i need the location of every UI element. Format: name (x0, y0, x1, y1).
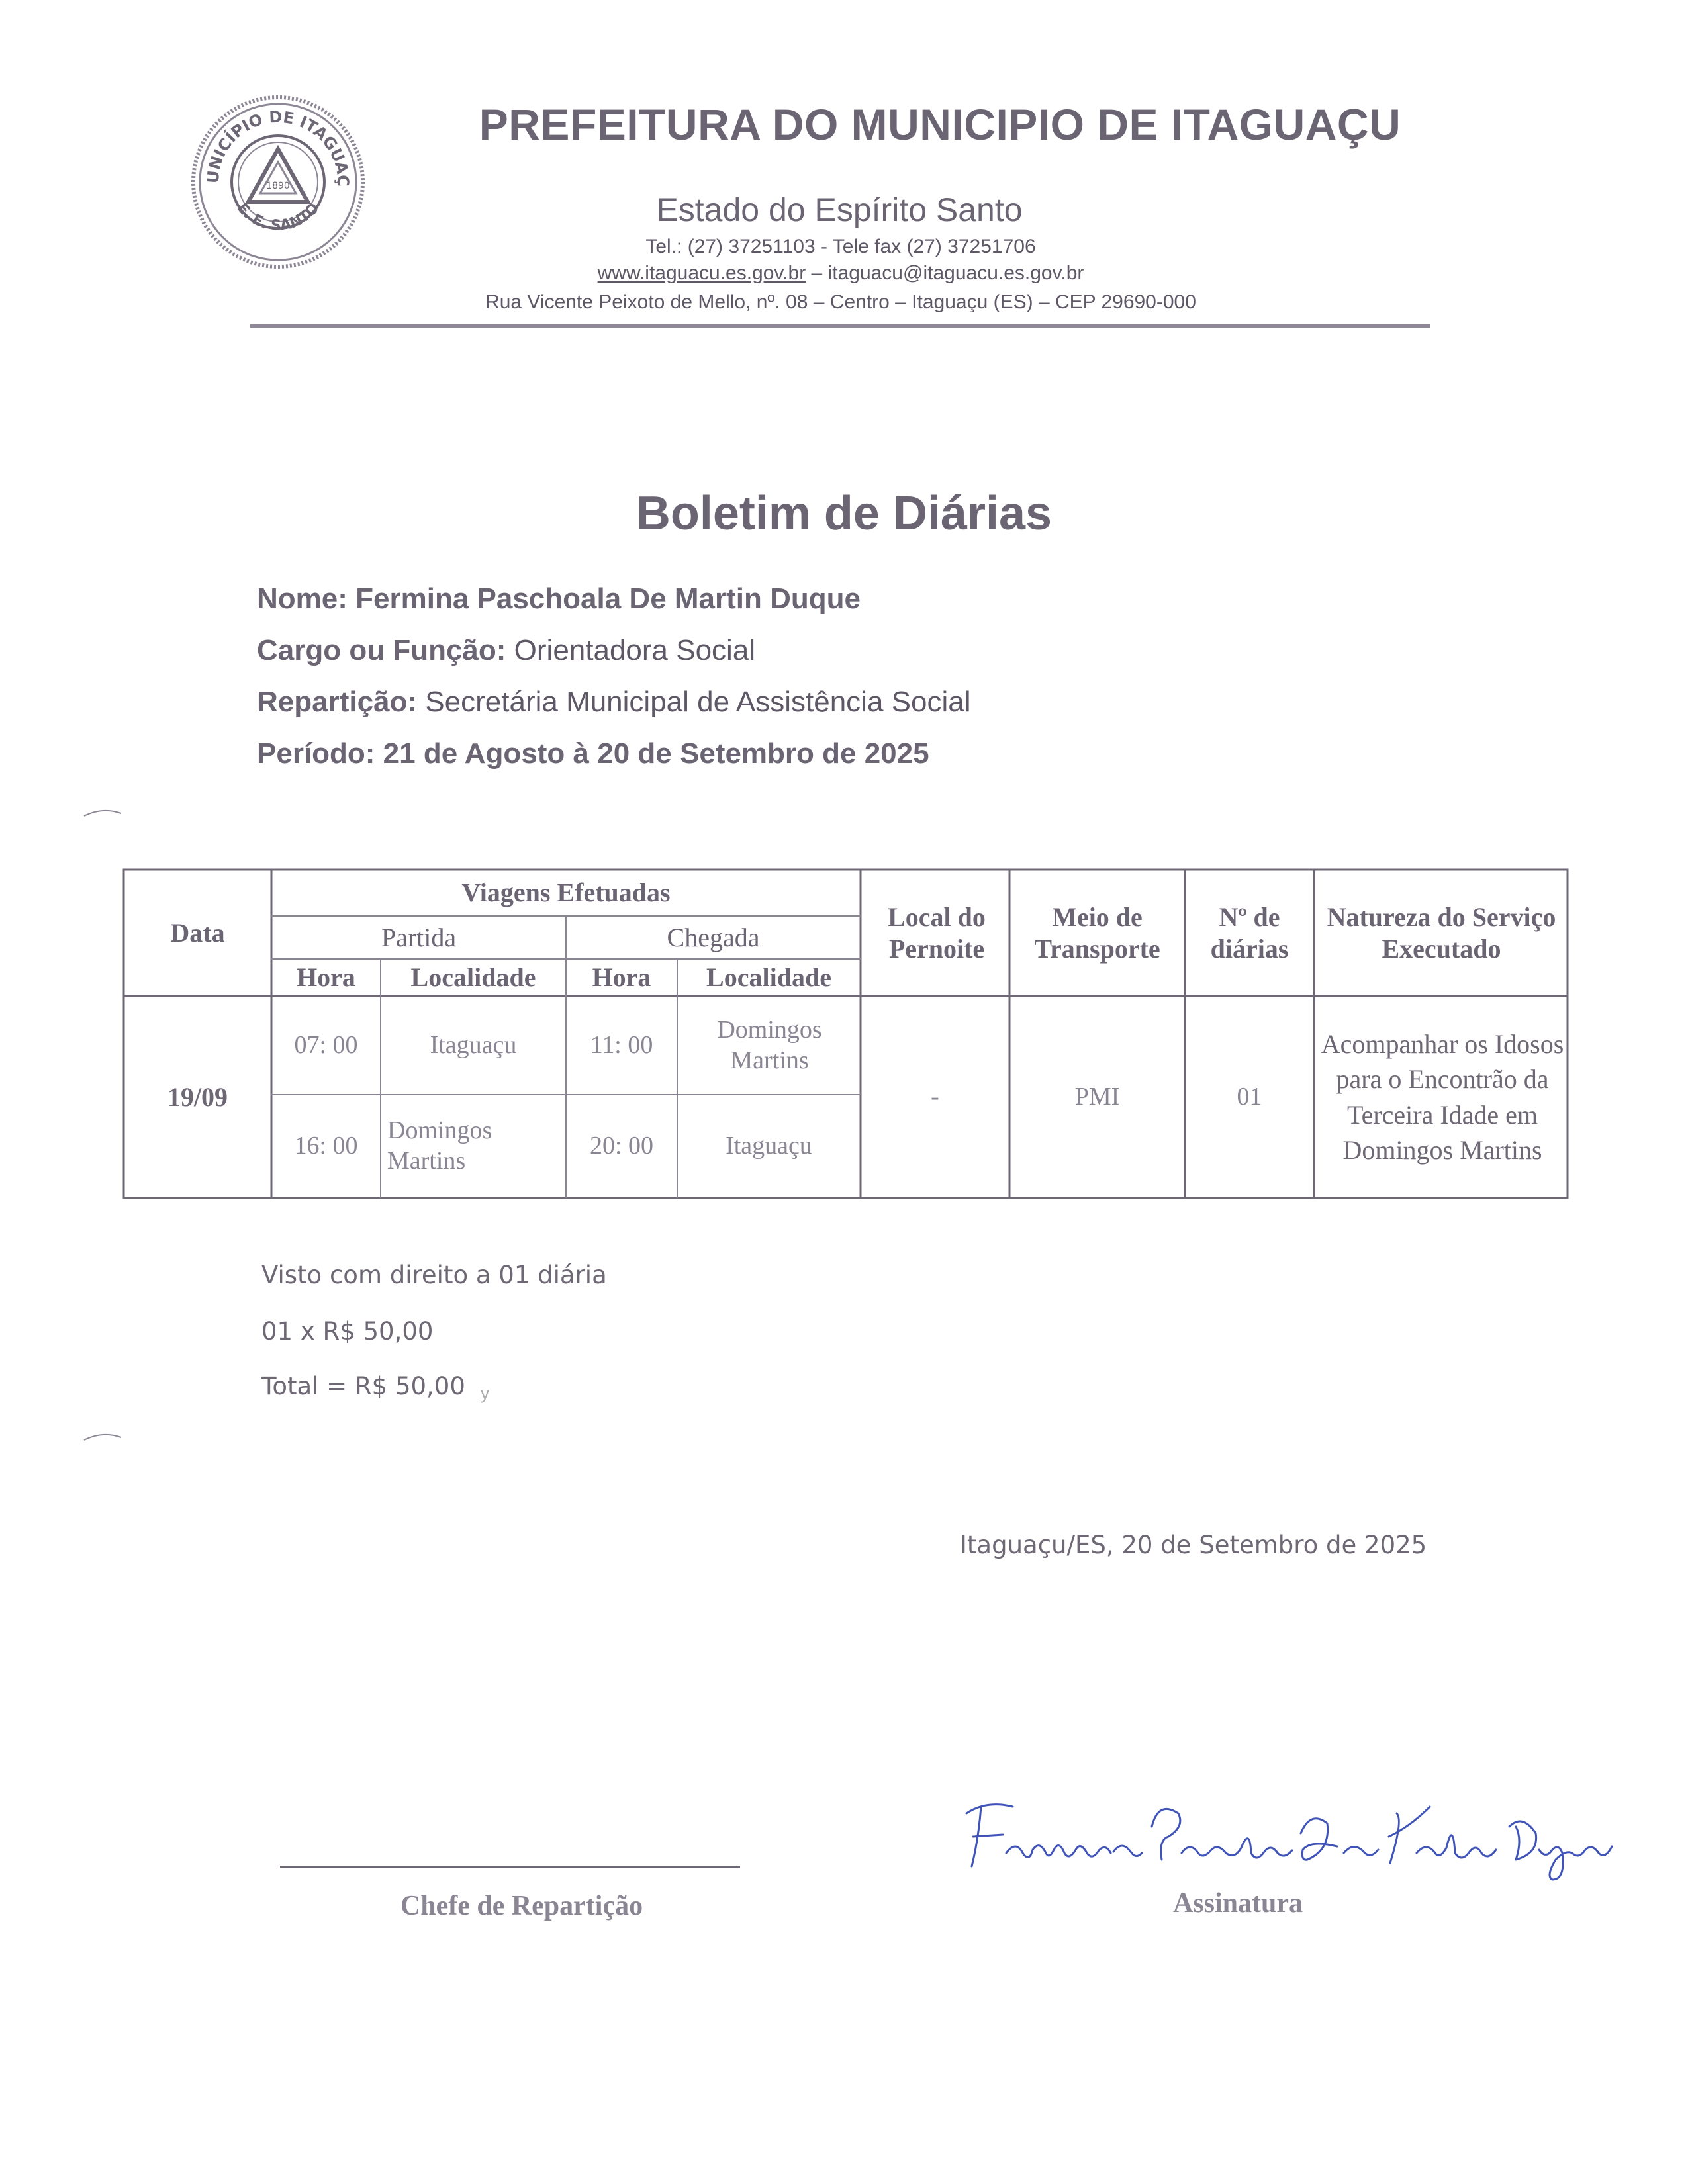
leg1-dep-place: Itaguaçu (430, 1030, 517, 1059)
field-value: Orientadora Social (506, 634, 756, 666)
header-data: Data (170, 917, 225, 948)
assinatura-label: Assinatura (1172, 1888, 1303, 1919)
header-num-diarias: Nº de diárias (1210, 901, 1289, 964)
leg2-arr-time: 20: 00 (589, 1132, 654, 1160)
header-localidade-partida: Localidade (410, 962, 536, 992)
email-text: – itaguacu@itaguacu.es.gov.br (806, 262, 1084, 284)
tick-mark: y (481, 1383, 489, 1403)
row-pernoite: - (931, 1082, 939, 1111)
header-local-pernoite: Local do Pernoite (888, 901, 986, 964)
seal-bottom-text: E. E. SANTO (233, 200, 323, 234)
header-partida: Partida (381, 922, 457, 952)
header-natureza: Natureza do Serviço Executado (1327, 901, 1556, 964)
field-reparticao (257, 686, 971, 719)
hole-punch-mark (83, 805, 122, 819)
header-hora-partida: Hora (297, 962, 355, 992)
header-hora-chegada: Hora (592, 962, 651, 992)
seal-center-text: 1890 (266, 181, 290, 191)
header-localidade-chegada: Localidade (706, 962, 831, 992)
leg2-arr-place: Itaguaçu (726, 1132, 812, 1160)
municipality-title: PREFEITURA DO MUNICIPIO DE ITAGUAÇU (479, 100, 1401, 149)
leg1-arr-time: 11: 00 (590, 1030, 653, 1059)
field-value: 21 de Agosto à 20 de Setembro de 2025 (375, 737, 929, 770)
field-value: Secretária Municipal de Assistência Social (417, 686, 971, 718)
calc-note: 01 x R$ 50,00 (261, 1317, 434, 1345)
total-note: Total = R$ 50,00 (261, 1372, 465, 1400)
phone-line: Tel.: (27) 37251103 - Tele fax (27) 37251706 (645, 236, 1036, 257)
seal-ring-text: UNICÍPIO DE ITAGUAÇ (203, 107, 353, 187)
municipal-seal-logo (189, 93, 367, 271)
leg1-dep-time: 07: 00 (294, 1030, 358, 1059)
field-label: Repartição: (257, 686, 418, 718)
row-natureza: Acompanhar os Idosos para o Encontrão da Terceira Idade em Domingos Martins (1321, 1029, 1564, 1165)
visto-note: Visto com direito a 01 diária (261, 1261, 607, 1289)
field-label: Período: (257, 737, 375, 770)
website-link[interactable]: www.itaguacu.es.gov.br (597, 262, 806, 284)
address-line: Rua Vicente Peixoto de Mello, nº. 08 – Centro – Itaguaçu (ES) – CEP 29690-000 (485, 291, 1196, 313)
field-nome (257, 582, 861, 615)
header-viagens: Viagens Efetuadas (461, 878, 671, 907)
leg2-dep-time: 16: 00 (294, 1132, 358, 1160)
row-diarias: 01 (1237, 1082, 1262, 1111)
field-value: Fermina Paschoala De Martin Duque (347, 582, 861, 615)
header-meio-transporte: Meio de Transporte (1034, 901, 1160, 964)
row-date: 19/09 (167, 1081, 228, 1112)
hole-punch-mark (83, 1430, 122, 1443)
row-transporte: PMI (1074, 1082, 1120, 1111)
field-label: Cargo ou Função: (257, 634, 506, 666)
chefe-signature-line (280, 1866, 740, 1868)
handwritten-signature (940, 1787, 1628, 1886)
field-periodo (257, 737, 929, 770)
document-title: Boletim de Diárias (635, 487, 1053, 540)
state-name: Estado do Espírito Santo (656, 191, 1023, 228)
header-chegada: Chegada (667, 922, 760, 952)
diarias-table (122, 868, 1569, 1199)
header-divider (250, 324, 1430, 328)
place-date: Itaguaçu/ES, 20 de Setembro de 2025 (960, 1531, 1427, 1559)
web-contact-line (371, 262, 1311, 285)
leg2-dep-place: Domingos Martins (387, 1116, 492, 1175)
field-cargo (257, 634, 755, 667)
field-label: Nome: (257, 582, 348, 615)
chefe-label: Chefe de Repartição (400, 1891, 643, 1921)
leg1-arr-place: Domingos Martins (717, 1015, 822, 1074)
